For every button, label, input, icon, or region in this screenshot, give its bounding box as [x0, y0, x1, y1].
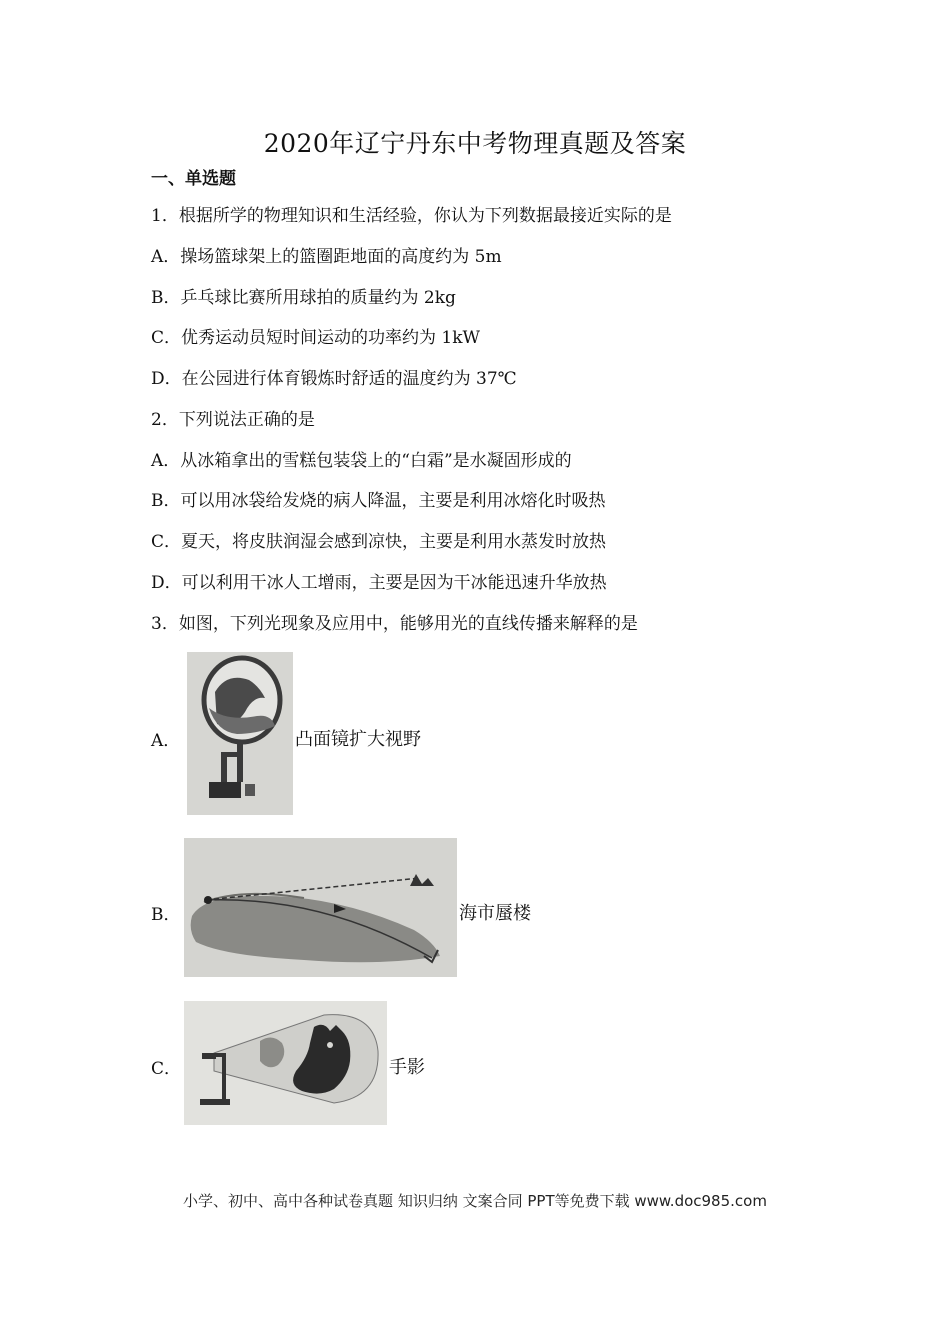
question-3-option-a-label: A．	[151, 731, 181, 751]
section-heading: 一、单选题	[151, 169, 236, 189]
question-3-option-a-caption: 凸面镜扩大视野	[295, 729, 421, 750]
page-footer: 小学、初中、高中各种试卷真题 知识归纳 文案合同 PPT等免费下载 www.doc985.com	[183, 1192, 767, 1210]
page-title: 2020年辽宁丹东中考物理真题及答案	[263, 129, 687, 158]
question-2-option-a: A．从冰箱拿出的雪糕包装袋上的“白霜”是水凝固形成的	[151, 451, 572, 471]
question-1-option-a: A．操场篮球架上的篮圈距地面的高度约为 5m	[151, 247, 502, 267]
convex-mirror-image	[187, 652, 293, 815]
question-3-stem: 3．如图，下列光现象及应用中，能够用光的直线传播来解释的是	[151, 614, 638, 634]
question-1-option-c: C．优秀运动员短时间运动的功率约为 1kW	[151, 328, 481, 348]
question-2-option-b: B．可以用冰袋给发烧的病人降温，主要是利用冰熔化时吸热	[151, 491, 606, 511]
question-1-stem: 1．根据所学的物理知识和生活经验，你认为下列数据最接近实际的是	[151, 206, 672, 226]
question-1-option-d: D．在公园进行体育锻炼时舒适的温度约为 37℃	[151, 369, 517, 389]
hand-shadow-image	[184, 1001, 387, 1125]
question-1-option-b: B．乒乓球比赛所用球拍的质量约为 2kg	[151, 288, 456, 308]
question-3-option-c-caption: 手影	[389, 1057, 425, 1078]
question-3-option-b-caption: 海市蜃楼	[459, 903, 531, 924]
mirage-image	[184, 838, 457, 977]
question-2-option-c: C．夏天，将皮肤润湿会感到凉快，主要是利用水蒸发时放热	[151, 532, 607, 552]
question-3-option-b-label: B．	[151, 905, 181, 925]
question-3-option-c-label: C．	[151, 1059, 182, 1079]
question-2-option-d: D．可以利用干冰人工增雨，主要是因为干冰能迅速升华放热	[151, 573, 607, 593]
question-2-stem: 2．下列说法正确的是	[151, 410, 315, 430]
